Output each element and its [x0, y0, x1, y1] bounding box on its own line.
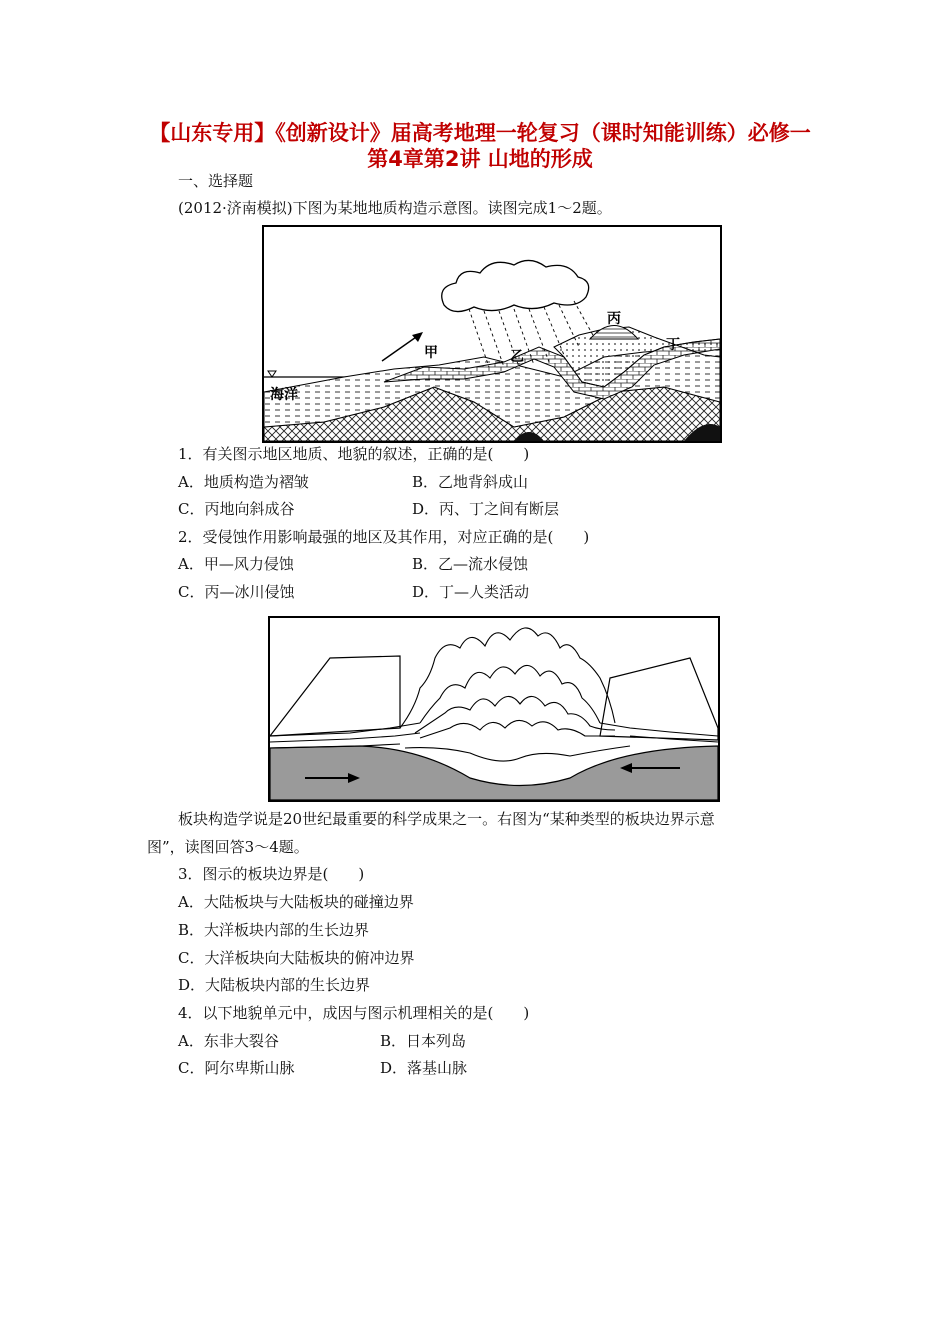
document-title: 【山东专用】《创新设计》届高考地理一轮复习（课时知能训练）必修一 第4章第2讲 山地的形成 [149, 121, 811, 171]
q4-option-a: A．东非大裂谷 [178, 1032, 279, 1050]
intro-text-2-line-2: 图”，读图回答3～4题。 [147, 838, 309, 856]
q3-option-d: D．大陆板块内部的生长边界 [178, 976, 371, 994]
geology-figure [262, 225, 722, 443]
q1-option-b: B．乙地背斜成山 [412, 473, 529, 491]
cloud-icon [442, 260, 589, 311]
q1-option-c: C．丙地向斜成谷 [178, 500, 295, 518]
q1-option-a: A．地质构造为褶皱 [178, 473, 309, 491]
q2-option-a: A．甲—风力侵蚀 [178, 555, 294, 573]
plate-boundary-figure [268, 616, 720, 802]
label-bing: 丙 [607, 311, 621, 327]
q4-option-d: D．落基山脉 [380, 1059, 468, 1077]
q4-option-c: C．阿尔卑斯山脉 [178, 1059, 295, 1077]
section-heading: 一、选择题 [178, 172, 254, 190]
label-jia: 甲 [424, 345, 438, 361]
question-3-stem: 3．图示的板块边界是( ) [178, 865, 365, 883]
wind-arrow-icon [382, 332, 423, 361]
question-1-stem: 1．有关图示地区地质、地貌的叙述，正确的是( ) [178, 445, 530, 463]
q2-option-c: C．丙—冰川侵蚀 [178, 583, 295, 601]
q2-option-b: B．乙—流水侵蚀 [412, 555, 529, 573]
label-yi: 乙 [510, 349, 524, 365]
intro-text-2-line-1: 板块构造学说是20世纪最重要的科学成果之一。右图为“某种类型的板块边界示意 [178, 810, 715, 828]
question-4-stem: 4．以下地貌单元中，成因与图示机理相关的是( ) [178, 1004, 530, 1022]
question-2-stem: 2．受侵蚀作用影响最强的地区及其作用，对应正确的是( ) [178, 528, 590, 546]
intro-text-1: (2012·济南模拟)下图为某地地质构造示意图。读图完成1～2题。 [178, 199, 612, 217]
q4-option-b: B．日本列岛 [380, 1032, 467, 1050]
q3-option-c: C．大洋板块向大陆板块的俯冲边界 [178, 949, 415, 967]
q3-option-b: B．大洋板块内部的生长边界 [178, 921, 370, 939]
q2-option-d: D．丁—人类活动 [412, 583, 530, 601]
q1-option-d: D．丙、丁之间有断层 [412, 500, 560, 518]
ocean-label: 海洋 [270, 387, 298, 403]
q3-option-a: A．大陆板块与大陆板块的碰撞边界 [178, 893, 414, 911]
label-ding: 丁 [666, 337, 680, 353]
